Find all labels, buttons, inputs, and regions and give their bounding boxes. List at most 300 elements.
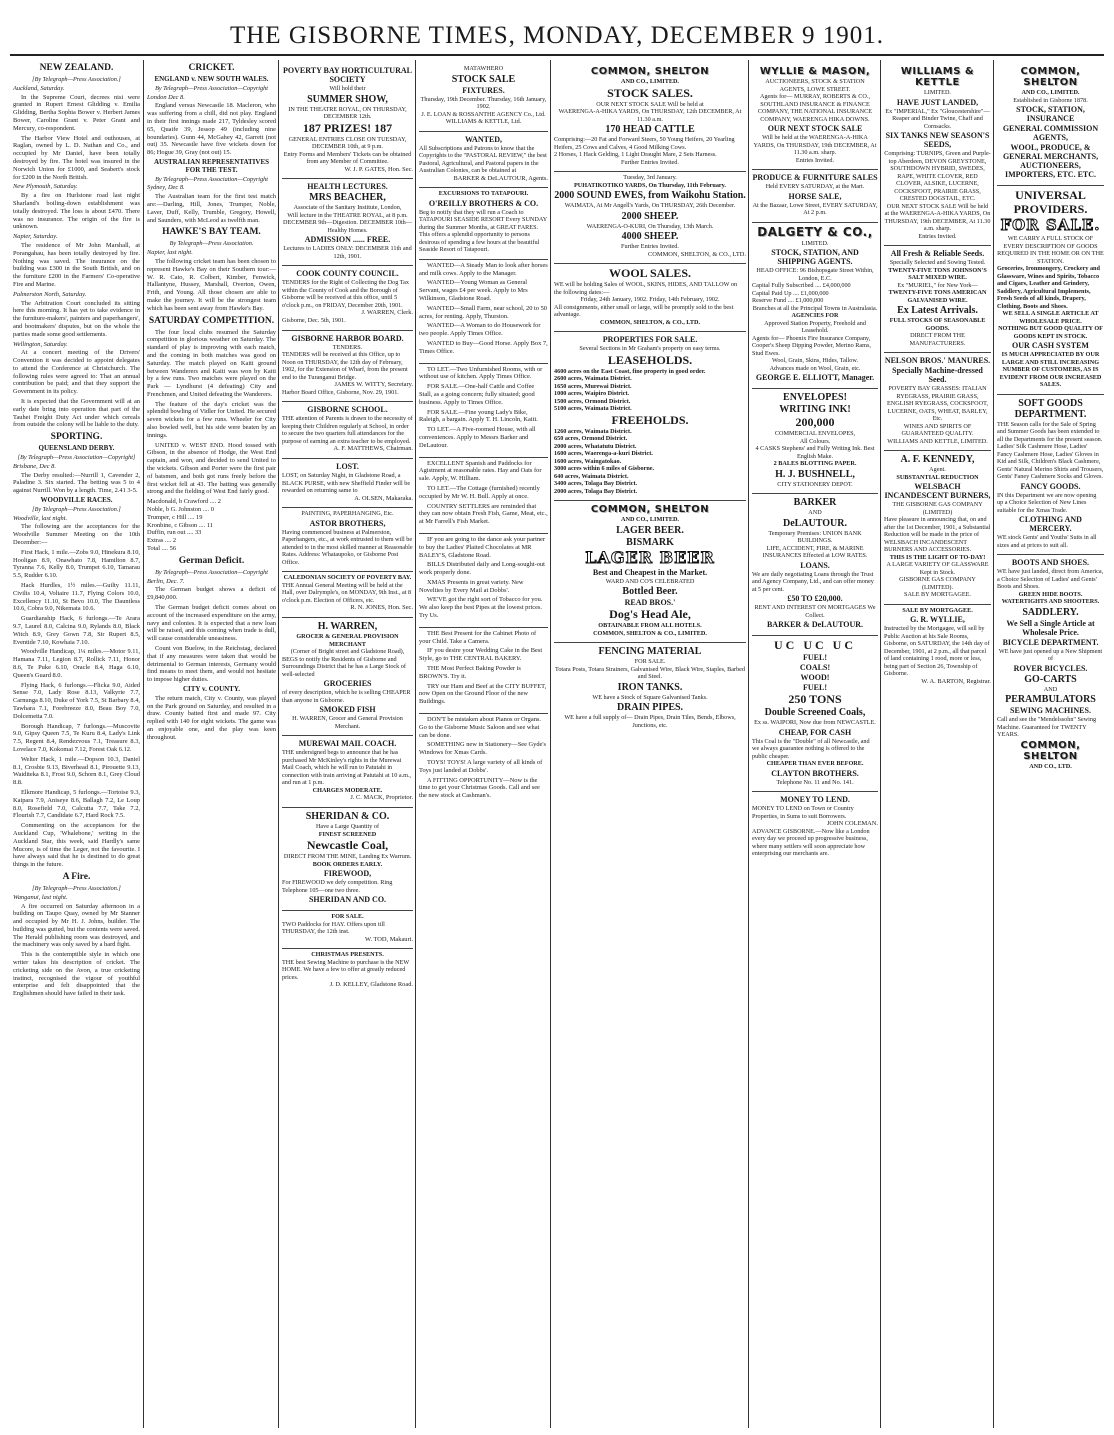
property-listing: 1000 acres, Waipiro District.: [554, 390, 630, 398]
ad-text: THE Season calls for the Sale of Spring and Summer Goods has been extended to all the Departments for the present season.: [997, 420, 1103, 443]
ad-text: Will be held at the WAERENGA-A-HIKA YARDS, On THURSDAY, 19th DECEMBER, At 11.30 a.m. sharp.: [753, 134, 877, 156]
ad-text: Entries Invited.: [795, 156, 835, 164]
ad-heading: OUR CASH SYSTEM: [1012, 341, 1089, 350]
ad-heading: SHERIDAN AND CO.: [308, 895, 387, 905]
ad-heading: 2000 SHEEP.: [621, 210, 679, 222]
masthead: [0, 0, 1114, 52]
ad-text: OUR NEXT STOCK SALE Will be held at the WAERENGA-A-HIKA YARDS, On THURSDAY, 19th DECEMBER, At 11.30 a.m. sharp.: [884, 202, 991, 232]
ad-text: DIRECT FROM THE MANUFACTURERS.: [909, 332, 966, 347]
race-entries: Hack Hurdles, 1½ miles.—Guilty 11.11, Civilis 10.4, Voltaire 11.7, Flying Colors 10.0, Excellency 11.10, St Bevo 10.0, The Dauntless 10.6, Cobra 9.0, Nikemata 10.6.: [13, 582, 140, 613]
subheading: QUEENSLAND DERBY.: [38, 444, 115, 453]
score-line: Trumper, c Hill .... 19: [147, 513, 203, 521]
ad-text: Ex "IMPERIAL," Ex "Gloucestershire"— Reaper and Binder Twine, Chaff and Cornsacks.: [885, 107, 990, 130]
ad-text: 2 Horses, 1 Hack Gelding, 1 Light Draught Mare, 2 Sets Harness.: [554, 151, 717, 158]
ad-text: BOOK ORDERS EARLY.: [312, 860, 383, 868]
ad-text: Comprising: TURNIPS, Green and Purple-top Aberdeen, DEVON GREYSTONE, SOUTHDOWN HYBRID, SWEDES, RAPE, WHITE CLOVER, RED CLOVER, ALSIKE, LUCERNE, COCKSFOOT, PRAIRIE GRASS, CRESTED DOGSTAIL, ETC.: [884, 150, 991, 202]
classified-ad: THE Most Perfect Baking Powder is BROWN'S. Try it.: [419, 665, 521, 680]
ad-text: POVERTY BAY GRASSES: ITALIAN RYEGRASS, PRAIRIE GRASS, ENGLISH RYEGRASS, COCKSFOOT, LUCERNE, OATS, WHEAT, BARLEY, Etc.: [887, 385, 988, 422]
ad-heading: GROCERIES: [323, 679, 372, 689]
ad-heading: All Fresh & Reliable Seeds.: [890, 249, 985, 258]
ad-text: COMMON, SHELTON & CO., LIMITED.: [593, 629, 707, 637]
ad-heading: COMMON, SHELTON: [1020, 739, 1081, 762]
warren-grocer-ad: [282, 617, 413, 732]
ad-heading: PERAMBULATORS: [1005, 694, 1096, 705]
ad-heading: WANTED,: [464, 134, 503, 144]
article-paragraph: At a concert meeting of the Drivers' Convention it was decided to appoint delegates to attend the Conference at Christchurch. The following rules were agreed to: That an annual contribution be paid; and that they support the Government in its policy.: [13, 349, 140, 396]
ad-heading: SALE BY MORTGAGEE.: [902, 606, 973, 614]
ad-text: AND: [808, 509, 822, 516]
ad-heading: LAGER BEER: [585, 547, 715, 567]
boots-bicycles-ad: [997, 554, 1104, 772]
section-heading-sporting: SPORTING.: [50, 432, 103, 443]
classified-ad: TO LET.—A Five-roomed House, with all conveniences. Apply to Messrs Barker and DeLautour.: [419, 426, 536, 449]
ad-heading: GISBORNE HARBOR BOARD.: [291, 333, 404, 343]
ad-text: All Colours.: [799, 437, 831, 445]
fencing-material-ad: [554, 642, 746, 731]
ad-signature: GEORGE E. ELLIOTT, Manager.: [755, 373, 875, 382]
ad-heading: H. WARREN,: [317, 621, 378, 633]
ad-heading: A. F. KENNEDY,: [900, 454, 975, 465]
ad-heading: 187 PRIZES! 187: [302, 120, 393, 135]
ad-heading: IRON TANKS.: [617, 681, 683, 693]
subheading: WOODVILLE RACES.: [40, 496, 113, 505]
ad-text: Agents for— Phoenix Fire Insurance Company, Cooper's Sheep Dipping Powder, Merino Rams, Stud Ewes.: [752, 334, 871, 357]
ad-heading: We Sell a Single Article at Wholesale Price.: [1006, 618, 1095, 637]
ad-text: THE undersigned begs to announce that he has purchased Mr McKinley's rights in the Murewai Mail Coach, which he will run to Patutahi in connection with train arriving at Patutahi at 10 a.m., and run at 1 p.m.: [282, 749, 412, 787]
dateline: Berlin, Dec. 7.: [147, 577, 185, 585]
subheading: ENGLAND v. NEW SOUTH WALES.: [154, 75, 269, 83]
ad-heading: GENERAL COMMISSION AGENTS,: [1002, 124, 1099, 142]
ad-text: COMMERCIAL ENVELOPES,: [774, 430, 856, 437]
property-listing: 650 acres, Ormond District.: [554, 435, 628, 443]
ad-heading: DRAIN PIPES.: [616, 702, 684, 714]
universal-providers-ad: [997, 185, 1104, 391]
ad-heading: FREEHOLDS.: [611, 412, 689, 427]
ad-text: WE CARRY A FULL STOCK OF EVERY DESCRIPTION OF GOODS REQUIRED IN THE HOME OR ON THE STATION.: [997, 235, 1104, 265]
harbor-board-ad: [282, 330, 413, 399]
ad-text: Held EVERY SATURDAY, at the Mart.: [765, 183, 865, 190]
ad-text: Advances made on Wool, Grain, etc.: [769, 364, 861, 372]
ad-text: Further Entries Invited.: [621, 158, 679, 166]
ad-heading: BISMARK: [626, 536, 674, 548]
ad-text: Capital Fully Subscribed .... £4,000,000: [752, 282, 851, 289]
ad-text: WILLIAMS AND KETTLE, LIMITED.: [887, 437, 988, 445]
ad-text: Several Sections in Mr Graham's property on easy terms.: [579, 345, 721, 353]
classified-ad: THE Best Present for the Cabinet Photo of your Child. Take a Camera.: [419, 629, 537, 645]
classified-ad: EXCELLENT Spanish and Paddocks for Agistment at reasonable rates. Hay and Oats for sale. Apply, W. Hilliam.: [419, 459, 542, 483]
ad-text: Temporary Premises: UNION BANK BUILDINGS.: [768, 529, 862, 544]
ad-text: NOTHING BUT GOOD QUALITY OF GOODS KEPT IN STOCK.: [998, 325, 1103, 340]
ad-text: WAERENGA-O-KURI, On Thursday, 13th March.: [586, 222, 714, 230]
dateline: Sydney, Dec 8.: [147, 184, 185, 192]
nelson-manures-ad: [884, 352, 991, 447]
ad-text: Lectures to LADIES ONLY: DECEMBER 11th and 12th, 1901.: [283, 245, 412, 260]
telegraph-line: By Telegraph—Press Association.: [169, 240, 254, 248]
classified-ad: WANTED—Small Farm, near school, 20 to 50 acres, for renting. Apply, Thurston.: [419, 304, 547, 320]
ad-signature: JOHN COLEMAN.: [826, 820, 878, 827]
ad-text: Ex ss. WAIPORI, Now due from NEWCASTLE.: [754, 719, 876, 726]
ad-heading: ASTOR BROTHERS,: [309, 518, 386, 528]
ad-text: This Coal is the "Double" of all Newcastle, and we always guarantee nothing is offered to the public cheaper.: [752, 737, 870, 760]
ad-text: Thursday, 19th December. Thursday, 16th January, 1902.: [420, 95, 547, 110]
ad-signature: BARKER & DeLAUTOUR, Agents.: [453, 174, 548, 182]
ad-text: Have pleasure in announcing that, on and after the 1st December, 1901, a Substantial Reduction will be made in the price of WELSBACH INCANDESCENT BURNERS AND ACCESSORIES.: [884, 516, 991, 553]
ad-text: THE best Sewing Machine to purchase is the NEW HOME. We have a few to offer at greatly reduced prices.: [282, 958, 410, 981]
ad-text: CITY STATIONERY DEPOT.: [777, 480, 853, 488]
property-listing: 2000 acres, Tolaga Bay District.: [554, 487, 638, 495]
classified-ad: TOYS! TOYS! A large variety of all kinds of Toys just landed at Dobbs'.: [419, 759, 543, 774]
ad-text: AGENCIES FOR: [791, 312, 839, 319]
ad-text: MONEY TO LEND on Town or Country Properties, in Sums to suit Borrowers.: [752, 805, 854, 820]
classified-ad: IF you desire your Wedding Cake in the Best Style, go to THE CENTRAL BAKERY.: [419, 647, 543, 663]
dateline: Napier, Saturday.: [13, 233, 58, 241]
ad-text: FOR SALE.: [634, 658, 666, 666]
article-paragraph: The German budget shows a deficit of £9,840,000.: [147, 586, 276, 602]
ad-text: WE SELL A SINGLE ARTICLE AT WHOLESALE PRICE.: [1002, 310, 1099, 325]
ad-heading: £50 TO £20,000.: [787, 594, 843, 603]
telegraph-line: By Telegraph—Press Association—Copyright: [155, 84, 268, 92]
envelopes-ad: [752, 388, 878, 490]
column-6: [748, 60, 881, 1428]
wool-sales-ad: [554, 263, 746, 328]
ad-heading: Bottled Beer.: [622, 586, 678, 598]
ad-heading: 200,000: [795, 415, 835, 429]
section-heading-saturday: SATURDAY COMPETITION.: [148, 315, 275, 326]
ad-text: COMMON, SHELTON, & CO., LTD.: [600, 318, 700, 326]
ad-signature: A. F. MATTHEWS, Chairman.: [333, 445, 413, 453]
ad-text: (Corner of Bright street and Gladstone Road),: [290, 648, 405, 656]
ad-text: Approved Station Property, Freehold and Leasehold.: [764, 319, 866, 334]
ad-text: AUCTIONEERS, STOCK & STATION AGENTS, LOWE STREET.: [765, 78, 865, 93]
ad-heading: ROVER BICYCLES.: [1013, 663, 1088, 673]
ad-heading: WOOD!: [800, 673, 830, 682]
ad-heading: COMMON, SHELTON: [590, 504, 710, 516]
ad-text: Associate of the Sanitary Institute, London,: [293, 204, 402, 212]
ad-heading: SMOKED FISH: [319, 705, 376, 715]
ad-text: Comprising:—20 Fat and Forward Steers, 50 Young Heifers, 20 Yearling Heifers, 25 Cows and Calves, 4 Good Milking Cows.: [554, 136, 735, 151]
ad-heading: COMMON, SHELTON: [590, 66, 710, 77]
ad-heading: DALGETY & CO.,: [757, 224, 873, 239]
article-paragraph: In the Supreme Court, decrees nisi were granted in Rupert Ernest Glidding v. Emilia Glidding, Bertha Sophia Bower v. Herbert James Bower, Caroline Grant v. Peter Grant and Mercury, co-respondent.: [13, 93, 140, 132]
ad-text: All consignments, either small or large, will be promptly sold to the best advantage.: [554, 303, 734, 319]
lost-ad: [282, 458, 413, 504]
ad-text: AND CO., LIMITED.: [621, 78, 679, 85]
ad-heading: FUEL!: [803, 683, 827, 692]
ad-heading: LEASEHOLDS.: [607, 352, 693, 367]
telegraph-line: By Telegraph—Press Association—Copyright: [155, 175, 268, 183]
stock-sale-fixtures-ad: [419, 63, 548, 128]
ad-text: DECEMBER 9th—Digestion. DECEMBER 10th—Healthy Homes.: [283, 219, 412, 234]
ad-text: SUBSTANTIAL REDUCTION: [896, 473, 979, 481]
classified-ad: FOR SALE.—Fine young Lady's Bike, Raleigh, a bargain. Apply T. H. Lincoln, Kaiti.: [419, 408, 538, 424]
ad-heading: 4000 SHEEP.: [621, 231, 679, 242]
ad-signature: W. TOD, Makauri.: [365, 935, 413, 943]
ad-heading: BARKER: [793, 497, 837, 508]
ad-heading: READ BROS.': [624, 598, 676, 608]
article-paragraph: The four local clubs resumed the Saturday competition in glorious weather on Saturday. The standard of play is improving with each match, and the coming in both matches was good on Saturday. The match played on Kaiti ground between Wanderers and Kaiti was won by Kaiti by a few runs. Two matches were played on the Park — Lyndhurst (4 defeating) City and Frenchmen, and United defeating the Wanderers.: [147, 328, 276, 398]
ad-text: CHARGES MODERATE.: [312, 786, 383, 794]
ad-text: of every description, which he is selling CHEAPER than anyone in Gisborne.: [282, 689, 411, 704]
ad-text: Gisborne, Dec. 5th, 1901.: [282, 317, 346, 325]
telegraph-line: [By Telegraph—Press Association.]: [32, 505, 121, 513]
ad-text: WE have just opened up a New Shipment of: [998, 647, 1103, 662]
ad-text: At the Bazaar, Lowe Street, EVERY SATURDAY, At 2 p.m.: [752, 201, 878, 216]
ad-text: LIFE, ACCIDENT, FIRE, & MARINE INSURANCES Effected at LOW RATES.: [762, 544, 868, 559]
ad-text: Harbor Board Office, Gisborne, Nov. 29, 1901.: [282, 388, 399, 396]
ad-text: HEAD OFFICE: 96 Bishopsgate Street Within, London, E.C.: [756, 267, 874, 282]
ad-heading: PROPERTIES FOR SALE.: [602, 335, 698, 345]
article-paragraph: The feature of the day's cricket was the splendid bowling of Vidler for United. He secured seven wickets for a few runs. Wheeler for City also bowled well, but his side were beaten by an innings.: [147, 400, 276, 439]
race-entries: First Hack, 1 mile.—Zobs 9.0, Hinekura 8.10, Hooligan 8.9, Onawhato 7.8, Hamilton 8.7, Tyranna 7.6, Kelly 8.0, Trumpet 6.10, Tamarau 5.5, Rudder 6.10.: [13, 548, 140, 580]
article-paragraph: The following cricket team has been chosen to represent Hawke's Bay on their Southern tour:—W. R. Cato, R. Colbert, Kimber, Fenwick, Hallantyne, Hussey, Marshall, Overton, Owen, Frith, and Young. All those chosen are able to make the journey. It will be the strongest team which has been sent away from Hawke's Bay.: [147, 257, 276, 312]
ad-heading: CLAYTON BROTHERS.: [771, 768, 859, 778]
article-paragraph: It is expected that the Government will at an early date bring into operation that part of the Tauhei Freight Duty Act under which cereals from outside the colony will be liable to the duty.: [13, 398, 140, 429]
column-4: [415, 60, 551, 1428]
shop-ads: [419, 533, 548, 624]
classified-ad: WANTED to Buy—Good Horse. Apply Box 7, Times Office.: [419, 339, 548, 355]
ad-text: TENDERS will be received at this Office, up to Noon on THURSDAY, the 12th day of February, 1902, for the Extension of Wharf, from the present end to the Turanganui Bridge.: [282, 351, 408, 381]
score-line: Noble, b G. Johnston .... 0: [147, 506, 214, 514]
ad-text: Groceries, Ironmongery, Crockery and Glassware, Wines and Spirits, Tobacco and Cigars, Leather and Grindery, Saddlery, Agricultural Implements, Fresh Seeds of all kinds, Drapery, Clothing, Boots and Shoes.: [997, 265, 1100, 310]
ad-heading: BOOTS AND SHOES.: [1011, 558, 1090, 567]
ad-text: Friday, 24th January, 1902. Friday, 14th February, 1902.: [580, 296, 720, 304]
section-heading-fire: A Fire.: [62, 871, 91, 882]
classified-ad: WE'VE got the right sort of Tobacco for you. We also keep the best Pipes at the lowest prices. Try Us.: [419, 596, 543, 620]
section-heading-german-deficit: German Deficit.: [178, 555, 245, 566]
ad-text: OUR NEXT STOCK SALE Will be held at: [596, 100, 704, 108]
subheading: AUSTRALIAN REPRESENTATIVES FOR THE TEST.: [153, 157, 270, 174]
ad-text: Best and Cheapest in the Market.: [592, 567, 708, 577]
ad-text: Ex "MURIEL," for New York—: [897, 281, 978, 289]
property-listing: 3000 acres within 6 miles of Gisborne.: [554, 465, 655, 473]
ad-heading: 170 HEAD CATTLE: [605, 124, 695, 135]
lager-beer-ad: [554, 500, 746, 639]
ad-text: All Subscriptions and Patrons to know that the Copyrights to the "PASTORAL REVIEW," the best Pastoral, Agricultural, and Pastoral papers in the Australian Colonies, can be obtained at: [419, 144, 547, 174]
classified-ad: TRY our Ham and Beef at the CITY BUFFET, now Open on the Ground Floor of the new Buildings.: [419, 682, 547, 706]
article-paragraph: UNITED v. WEST END. Hood tossed with Gibson, in the absence of Hodge, the West End captain, and won, and decided to send United to the wickets. Gibson and Porter were the first pair of batsmen, and both got runs freely before the first wicket fell at 43. The batting was generally strong and the fielding of West End fairly good.: [147, 441, 276, 496]
welsbach-burners-ad: [884, 450, 991, 601]
mail-coach-ad: [282, 735, 413, 804]
section-heading-new-zealand: NEW ZEALAND.: [39, 63, 114, 73]
painting-ad: [282, 507, 413, 568]
dateline: Woodville, last night.: [13, 514, 68, 522]
christmas-presents-ad: [282, 948, 413, 991]
article-paragraph: Count von Buelow, in the Reichstag, declared that if any measures were taken that would be detrimental to German interests, Germany would find means to meet them, and would not hesitate to impose higher duties.: [147, 645, 276, 684]
to-let-ads: [419, 363, 548, 454]
ad-heading: 250 TONS: [788, 692, 842, 706]
ad-heading: COALS!: [799, 663, 831, 672]
ad-signature: A. OLSEN, Makaraka.: [354, 494, 413, 502]
telegraph-line: [By Telegraph—Press Association—Copyright]: [17, 454, 136, 462]
article-paragraph: A fire occurred on Saturday afternoon in a building on Taupo Quay, owned by Mr Stanner and occupied by Mr H. J. Johns, builder. The building was gutted, but the contents were saved. The Herald publishing room was destroyed, and the machinery was only saved by a hard fight.: [13, 902, 140, 949]
article-paragraph: The return match, City v. County, was played on the Park ground on Saturday, and resulted in a draw. County batted first and made 97. City replied with 140 for eight wickets. The game was an enjoyable one, and the play was keen throughout.: [147, 694, 276, 741]
ad-text: AND CO., LIMITED.: [1021, 89, 1080, 96]
caledonian-ad: [282, 571, 413, 614]
article-paragraph: This is the contemptible style in which one writer takes his description of cricket. The cricketing side on the Avon, a true cricketing instinct, recognised the vigour of youthful enterprise and felt disappointed that the Englishmen should have failed in their task.: [13, 951, 140, 998]
ad-text: LIMITED.: [924, 89, 951, 96]
ad-signature: JAMES W. WITTY, Secretary.: [334, 381, 413, 389]
hay-sale-ad: [282, 910, 413, 945]
ad-text: Telephone No. 11 and No. 141.: [776, 778, 854, 786]
ad-text: Branches at all the Principal Towns in Australasia.: [752, 304, 878, 312]
mortgagee-sale-ad: [884, 604, 991, 688]
ad-text: WE have just landed, direct from America, a Choice Selection of Ladies' and Gents' Boots and Shoes.: [997, 568, 1104, 590]
ad-heading: WRITING INK!: [779, 404, 851, 415]
cook-county-ad: [282, 265, 413, 326]
race-entries: Flying Hack, 6 furlongs.—Flicka 9.0, Aided Sense 7.0, Lady Rose 8.13, Valkyrie 7.7, Carnunga 8.10, Duke of York 7.5, St Barbary 8.4, Tawhara 7.1, Forebreeze 8.0, Beau Boy 7.0, Dolcemetta 7.0.: [13, 681, 140, 720]
ad-text: Totara Posts, Totara Strainers, Galvanised Wire, Black Wire, Staples, Barbed and Steel.: [554, 665, 746, 681]
ad-heading: Double Screened Coals,: [764, 707, 866, 718]
ad-text: RENT AND INTEREST ON MORTGAGES We Collect.: [754, 604, 876, 619]
ad-signature: J. D. KELLEY, Gladstone Road.: [329, 981, 413, 989]
ad-text: Reserve Fund .... £1,000,000: [752, 297, 824, 304]
ad-heading: SEWING MACHINES.: [1010, 706, 1091, 715]
gisborne-school-ad: [282, 401, 413, 455]
classified-ad: WANTED—Young Woman as General Servant, wages £4 per week. Apply to Mrs Wilkinson, Gladstone Road.: [419, 279, 528, 302]
ad-text: Capital Paid Up .... £1,000,000: [752, 289, 829, 297]
ad-heading: UC UC UC: [774, 638, 856, 652]
property-listing: 2000 acres, Whatatutu District.: [554, 442, 637, 450]
ad-text: Will hold their: [329, 85, 366, 92]
ad-heading: O'REILLY BROTHERS & CO.: [428, 198, 539, 208]
classified-ad: WANTED—A Steady Man to look after horses and milk cows. Apply to the Manager.: [419, 261, 548, 277]
ad-text: Agents for— MURRAY, ROBERTS & CO., SOUTHLAND INSURANCE & FINANCE COMPANY, THE NATIONAL INSURANCE COMPANY, WAERENGA HIKA DOWNS.: [757, 93, 873, 123]
ad-heading: DeLAUTOUR.: [783, 517, 847, 529]
ad-heading: Newcastle Coal,: [306, 838, 389, 853]
ad-text: Instructed by the Mortgagee, will sell by Public Auction at his Sale Rooms, Gisborne, on SATURDAY, the 14th day of December, 1901, at 2 p.m., all that parcel of land containing 1 rood, more or less, being part of Section 26, Township of Gisborne.: [884, 625, 990, 677]
ad-text: GREEN HIDE BOOTS.: [1018, 590, 1083, 598]
ad-heading: HORSE SALE,: [788, 191, 842, 201]
dateline: Auckland, Saturday.: [13, 84, 65, 92]
property-listing: 640 acres, Waimata District.: [554, 472, 629, 480]
ad-text: Call and see the "Mendelssohn" Sewing Machine. Guaranteed for TWENTY YEARS.: [997, 716, 1097, 738]
subheading: CITY v. COUNTY.: [182, 684, 241, 693]
column-7: [880, 60, 994, 1428]
ad-text: MATAWHERO: [463, 65, 504, 72]
property-listing: 1600 acres, Waingatokao.: [554, 457, 622, 465]
ad-heading: FUEL!: [803, 653, 827, 662]
ad-heading: WOOL SALES.: [608, 266, 692, 281]
classified-ad: SOMETHING new in Stationery—See Gyde's Windows for Xmas Cards.: [419, 741, 547, 757]
score-line: Extras .... 2: [147, 537, 177, 545]
section-heading-cricket: CRICKET.: [188, 63, 235, 73]
ad-text: LIMITED.: [801, 239, 829, 247]
horticultural-show-ad: [282, 63, 413, 175]
classified-ad: COUNTRY SETTLERS are reminded that they can now obtain Fresh Fish, Game, Meat, etc., at Mr Farrell's Fish Market.: [419, 502, 548, 526]
ad-heading: PRODUCE & FURNITURE SALES: [752, 173, 878, 182]
ad-heading: FANCY GOODS.: [1020, 481, 1081, 491]
ad-heading: MUREWAI MAIL COACH.: [298, 739, 397, 749]
ad-text: Entries Invited.: [918, 232, 957, 240]
ad-heading: WOOL, PRODUCE, & GENERAL MERCHANTS, AUCTIONEERS, IMPORTERS, ETC. ETC.: [1002, 143, 1099, 179]
classified-ad: WANTED—A Woman to do Housework for two people. Apply Times Office.: [419, 322, 541, 338]
ad-signature: BARKER & DeLAUTOUR.: [766, 620, 864, 629]
photo-bakery-ads: [419, 627, 548, 710]
article-paragraph: The Australian team for the first test match are:—Darling, Hill, Jones, Trumper, Noble, Laver, Duff, Kelly, Trumble, Gregory, Howell, and Saunders, with McLeod as twelfth man.: [147, 193, 276, 224]
ad-heading: GO-CARTS: [1024, 673, 1077, 685]
race-entries: Elkmore Handicap, 5 furlongs.—Tortoise 9.3, Kaipara 7.9, Aniseye 8.6, Ballagh 7.2, Le Loup 8.0, Rosefield 7.0, Calcutta 7.7, Take 7.2, Flourish 7.7, Candidate 6.7, Hard Rock 7.5.: [13, 788, 140, 820]
race-entries: Woodville Handicap, 1¼ miles.—Motor 9.11, Hamana 7.11, Legion 8.7, Rollick 7.11, Honor 8.6, Te Puke 6.10, Oracle 8.4, Haga 6.10, Queen's Guard 8.0.: [13, 648, 140, 679]
ad-text: Entry Forms and Members' Tickets can be obtained from any Member of Committee.: [283, 150, 412, 165]
ad-heading: FOR SALE.: [331, 913, 364, 921]
ad-signature: J. C. MACK, Proprietor.: [350, 794, 413, 802]
ad-heading: MONEY TO LEND.: [780, 795, 850, 804]
article-paragraph: By a fire on Hurlstone road last night Sharland's boiling-down establishment was totally destroyed. The loss is about £470. There was no insurance. The origin of the fire is unknown.: [13, 192, 140, 231]
property-listing: 5100 acres, Waimata District.: [554, 405, 632, 413]
article-paragraph: England versus Newcastle 18. Macleron, who was suffering from a chill, did not play. England in their first innings made 217, Tyldesley scored 65, Quaife 39, Jessop 49 (including nine boundaries). Gunn 44, McGahey 42, Garrett (not out) 35. Newcastle have five wickets down for 86; Hogue 39, Gray (not out) 15.: [147, 102, 276, 157]
sheridan-coal-ad: [282, 807, 413, 907]
ad-text: SALE BY MORTGAGEE.: [904, 591, 971, 598]
produce-sales-ad: [752, 169, 878, 219]
ad-text: IN this Department we are now opening up a Choice Selection of New Lines suitable for the Xmas Trade.: [997, 491, 1097, 514]
dateline: Wellington, Saturday.: [13, 340, 68, 348]
ad-text: Will lecture in the THEATRE ROYAL, at 8 p.m.: [287, 211, 408, 219]
wanted-ads: [419, 259, 548, 360]
ad-text: CHEAPER THAN EVER BEFORE.: [766, 760, 864, 767]
ad-text: For FIREWOOD we defy competition. Ring Telephone 105—one two three.: [282, 879, 393, 894]
ad-heading: OUR NEXT STOCK SALE: [767, 124, 863, 133]
ad-heading: COMMON, SHELTON: [1020, 66, 1081, 88]
column-2: [143, 60, 279, 1428]
ad-heading: H. J. BUSHNELL,: [775, 468, 855, 480]
ad-text: FINEST SCREENED: [318, 830, 377, 838]
ad-signature: W. J. P. GATES, Hon. Sec.: [344, 165, 413, 173]
ad-text: AND CO., LIMITED.: [621, 516, 679, 524]
ad-text: Tuesday, 3rd January.: [623, 174, 677, 181]
ad-text: J. E. LOAN & ROSSANTHE AGENCY Co., Ltd. WILLIAMS & KETTLE, Ltd.: [421, 110, 546, 125]
ad-text: PUHATIKOTIKO YARDS, On Thursday, 11th February.: [574, 181, 726, 189]
ad-heading: COOK COUNTY COUNCIL.: [296, 269, 399, 279]
ad-text: WE have a Stock of Square Galvanised Tanks.: [592, 693, 708, 701]
ad-text: WINES AND SPIRITS OF GUARANTEED QUALITY.: [901, 422, 974, 437]
ad-text: Further Entries Invited.: [621, 243, 679, 250]
telegraph-line: By Telegraph—Press Association—Copyright: [155, 568, 268, 576]
ad-signature: COMMON, SHELTON, & CO., LTD.: [648, 250, 746, 258]
ad-text: AND CO., LTD.: [1029, 762, 1072, 770]
xmas-ads: [419, 713, 548, 804]
property-listing: 1260 acres, Waimata District.: [554, 427, 632, 435]
classified-ad: IF you are going to the dance ask your partner to buy the Ladies' Plaited Chocolates at MR BALEY'S, Gladstone Road.: [419, 535, 546, 559]
ad-heading: CLOTHING AND MERCERY.: [1019, 515, 1082, 533]
soft-goods-ad: [997, 394, 1104, 552]
ad-text: Beg to notify that they will run a Coach to TATAPOURI SEASIDE RESORT Every SUNDAY during the Summer Months, at GREAT FARES.: [419, 208, 548, 231]
property-listing: 1600 acres, Waerenga-a-kuri District.: [554, 450, 653, 458]
stock-sales-ad: [554, 63, 746, 168]
ad-heading: CHEAP, FOR CASH: [778, 727, 852, 737]
money-to-lend-ad: [752, 791, 878, 860]
article-paragraph: The Derby resulted:—Nurrill 1, Cavender 2, Paladine 3. Six started. The betting was 5 to 4 against Nurrill. Won by a length. Time, 2.41 3-5.: [13, 471, 140, 495]
ad-signature: W. A. BARTON, Registrar.: [921, 677, 991, 685]
ad-heading: 2000 SOUND EWES, from Waikohu Station.: [554, 190, 746, 201]
wyllie-mason-ad: [752, 63, 878, 166]
ad-text: THE Annual General Meeting will be held at the Hall, over Dalrymple's, on MONDAY, 9th Inst., at 8 o'clock p.m. Election of Officers, etc.: [282, 581, 412, 604]
ad-text: Established in Gisborne 1878.: [1013, 96, 1088, 104]
ad-text: IS MUCH APPRECIATED BY OUR LARGE AND STILL INCREASING NUMBER OF CUSTOMERS, AS IS EVIDENT FROM OUR INCREASED SALES.: [999, 351, 1102, 388]
ad-text: WAERENGA-A-HIKA YARDS, On THURSDAY, 12th DECEMBER, At 11.30 a.m.: [558, 108, 742, 123]
classified-ad: FOR SALE.—One-half Cattle and Coffee Stall, as a going concern; fully situated; good business. Apply to Times Office.: [419, 383, 535, 406]
ad-text: LOST, on Saturday Night, in Gladstone Road, a BLACK PURSE, with new Sheffield Finder will be rewarded on returning same to: [282, 472, 411, 495]
health-lectures-ad: [282, 178, 413, 262]
fuel-coals-ad: [752, 635, 878, 788]
race-entries: Borough Handicap, 7 furlongs.—Muscovite 9.0, Gipsy Queen 7.5, Te Kuru 8.4, Lady's Link 7.5, Regent 8.4, Rendezvous 7.1, Treasure 8.3, Lovelace 7.0, Kokomai 7.12, Forest Oak 6.12.: [13, 722, 140, 753]
ad-text: WE have a full supply of— Drain Pipes, Drain Tiles, Bends, Elbows, Junctions, etc.: [564, 714, 736, 729]
article-paragraph: Commenting on the acceptances for the Auckland Cup, 'Whalebone,' writing in the Auckland Star, this week, said Hardly's same Mucore, is of time the Leger, not the favourite. I have always said that he is destined to do great things in the future.: [13, 822, 140, 869]
ad-text: Ladies' Silk Cashmere Hose, Ladies' Fancy Cashmere Hose, Ladies' Gloves in Kid and Silk, Children's Black Cashmere, Gents' Natural Merino Shirts and Trousers, Gents' Faney Cashmere Socks and Gloves.: [997, 443, 1104, 480]
classified-ad: DON'T be mistaken about Pianos or Organs. Go to the Gisborne Music Saloon and see what can be done.: [419, 716, 541, 739]
ad-heading: BICYCLE DEPARTMENT.: [1002, 637, 1099, 647]
property-listing: 2600 acres, Waimata District.: [554, 375, 632, 383]
ad-heading: MRS BEACHER,: [309, 192, 386, 204]
